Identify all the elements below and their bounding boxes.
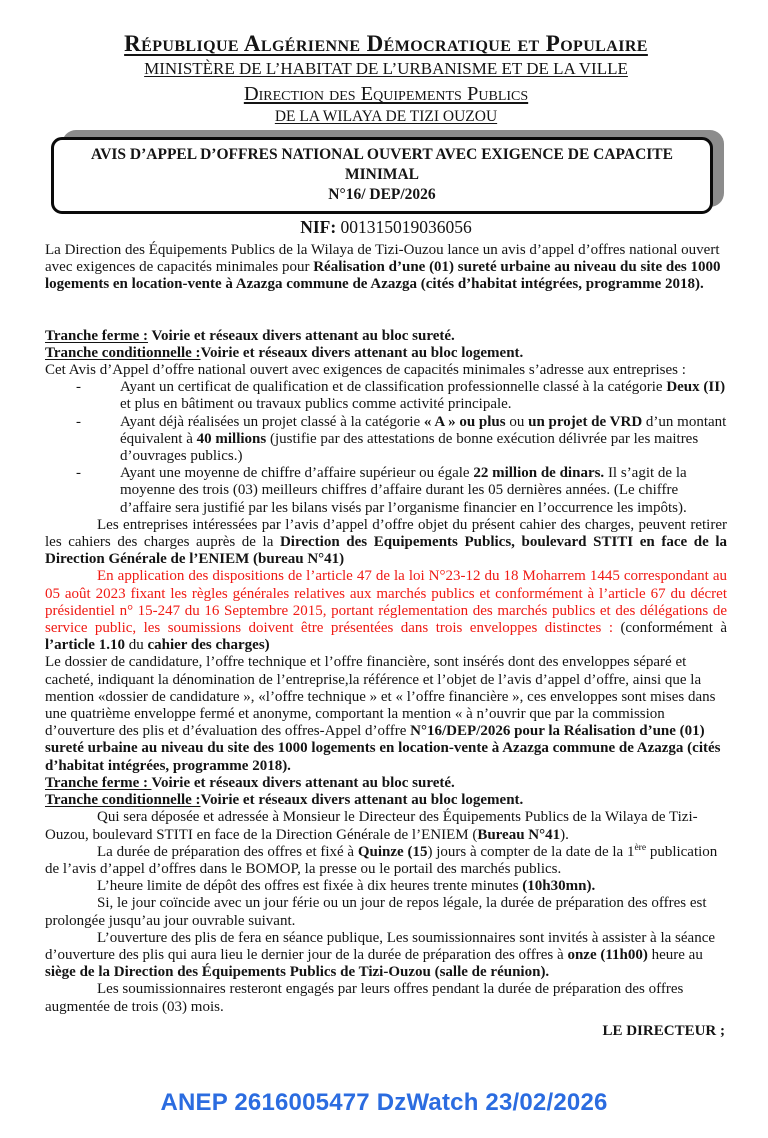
adresse-entreprises [45, 362, 727, 379]
bullet-marker: - [76, 465, 81, 482]
text-run: et plus en bâtiment ou travaux publics comme activité principale. [120, 396, 512, 413]
text-run: Direction des Equipements Publics, boulevard STITI en face de la Direction Générale de l’ENIEM (bureau N°41) [45, 534, 728, 568]
text-run: Qui sera déposée et adressée à Monsieur le Directeur des Équipements Publics de la Wilaya de Tizi-Ouzou, boulevard STITI en face de la Direction Générale de l’ENIEM ( [45, 809, 698, 843]
text-run: Le dossier de candidature, l’offre technique et l’offre financière, sont insérés dont des enveloppes séparé et cacheté, indiquant la dénomination de l’entreprise,la référence et l’objet de l’avis d’appel d’offre, ainsi que la mention «dossier de candidature », «l’offre technique » et « l’offre financière », ces enveloppes sont mises dans une quatrième enveloppe fermé et anonyme, comportant la mention « à n’ouvrir que par la commission d’ouverture des plis et d’évaluation des offres-Appel d’offre [45, 654, 716, 740]
text-run: Tranche ferme : [45, 327, 149, 344]
duree-preparation [45, 844, 727, 878]
document-body [45, 242, 727, 1016]
document-header [45, 30, 727, 126]
text-run: onze (11h00) [567, 946, 648, 963]
header-direction-title: Direction des Equipements Publics [243, 83, 529, 105]
text-run: Il s’agit de la moyenne des trois (03) meilleurs chiffres d’affaire durant les 05 dernières années. (Le chiffre d’affaire sera justifié par les bilans visés par l’organisme financier en l’occurrence les impôts). [120, 465, 687, 516]
text-run: (conformément à [620, 620, 727, 637]
ouverture-plis [45, 930, 727, 982]
depot-adresse [45, 809, 727, 843]
text-run: Voirie et réseaux divers attenant au bloc logement. [200, 344, 524, 361]
text-run: Deux (II) [666, 379, 726, 396]
text-run: du [124, 637, 148, 654]
header-republic-title: République Algérienne Démocratique et Populaire [124, 31, 648, 56]
text-run: ère [634, 842, 647, 853]
text-run: 40 millions [196, 430, 267, 447]
text-run: Bureau N°41 [477, 826, 561, 843]
nif-value: 001315019036056 [340, 217, 472, 237]
anep-footer: ANEP 2616005477 DzWatch 23/02/2026 [160, 1089, 608, 1116]
text-run: La Direction des Équipements Publics de la Wilaya de Tizi-Ouzou lance un avis d’appel d’offres national ouvert avec exigences de capacités minimales pour [45, 242, 720, 276]
text-run: d’un montant équivalent à [120, 413, 727, 447]
text-run: (10h30mn). [522, 878, 596, 895]
text-run: Tranche ferme : [45, 774, 152, 791]
text-run: un projet de VRD [528, 413, 643, 430]
condition-projet [45, 414, 727, 466]
text-run: Voirie et réseaux divers attenant au bloc logement. [200, 792, 524, 809]
nif-line [45, 217, 727, 238]
text-run: 22 million de dinars. [473, 465, 605, 482]
text-run: Quinze (15 [357, 843, 428, 860]
text-run: ou [505, 413, 529, 430]
condition-chiffre-affaire [45, 465, 727, 517]
tranche-conditionnelle-1 [45, 345, 727, 362]
text-run: N°16/DEP/2026 pour la Réalisation d’une (01) sureté urbaine au niveau du site des 1000 logements en location-vente à Azazga commune de Azazga (cités d’habitat intégrées, programme 2018). [45, 723, 721, 774]
text-run: (justifie par des attestations de bonne exécution délivrée par les maitres d’ouvrages publics.) [120, 430, 699, 465]
text-run: ) jours à compter de la date de la 1 [427, 843, 635, 860]
text-run: Les entreprises intéressées par l’avis d’appel d’offre objet du présent cahier des charges, peuvent retirer les cahiers des charges auprès de la [45, 516, 727, 551]
intro-paragraph [45, 242, 727, 294]
text-run: l’article 1.10 [45, 637, 125, 654]
nif-label: NIF: [300, 217, 337, 237]
notice-title-box [51, 137, 713, 214]
jour-ferie [45, 895, 727, 929]
text-run: L’ouverture des plis de fera en séance publique, Les soumissionnaires sont invités à assister à la séance d’ouverture des plis qui aura lieu le dernier jour de la durée de préparation des offres à [45, 929, 716, 963]
text-run: Voirie et réseaux divers attenant au bloc sureté. [151, 774, 455, 791]
text-run: Cet Avis d’Appel d’offre national ouvert avec exigences de capacités minimales s’adresse aux entreprises : [45, 362, 686, 379]
header-wilaya-title: DE LA WILAYA DE TIZI OUZOU [274, 108, 498, 125]
text-run: L’heure limite de dépôt des offres est fixée à dix heures trente minutes [97, 878, 523, 895]
tranche-ferme-1 [45, 328, 727, 345]
text-run: Tranche conditionnelle : [45, 344, 201, 361]
heure-limite [45, 878, 727, 895]
text-run: siège de la Direction des Équipements Publics de Tizi-Ouzou (salle de réunion). [45, 964, 550, 981]
tranche-ferme-2 [45, 775, 727, 792]
text-run: Ayant un certificat de qualification et de classification professionnelle classé à la catégorie [120, 379, 667, 396]
text-run: « A » ou plus [423, 413, 506, 430]
header-ministry-title: MINISTÈRE DE L’HABITAT DE L’URBANISME ET DE LA VILLE [144, 59, 628, 78]
text-run: Si, le jour coïncide avec un jour férie ou un jour de repos légale, la durée de préparation des offres est prolongée jusqu’au jour ouvrable suivant. [45, 895, 707, 929]
bullet-marker: - [76, 379, 81, 396]
notice-title-box-wrapper [51, 137, 713, 214]
bullet-marker: - [76, 413, 81, 430]
text-run: Tranche conditionnelle : [45, 792, 201, 809]
tranche-conditionnelle-2 [45, 792, 727, 809]
text-run: Les soumissionnaires resteront engagés par leurs offres pendant la durée de préparation des offres augmentée de trois (03) mois. [45, 981, 684, 1015]
text-run: cahier des charges) [147, 637, 270, 654]
text-run: Ayant une moyenne de chiffre d’affaire supérieur ou égale [120, 465, 474, 482]
retrait-cahier-charges [45, 517, 727, 569]
text-run: La durée de préparation des offres et fixé à [97, 843, 358, 860]
text-run: ). [560, 826, 569, 843]
text-run: Ayant déjà réalisées un projet classé à la catégorie [120, 413, 424, 430]
text-run: heure au [647, 946, 703, 963]
text-run: Voirie et réseaux divers attenant au bloc sureté. [148, 327, 455, 344]
text-run: publication de l’avis d’appel d’offres dans le BOMOP, la presse ou le portail des marchés publics. [45, 843, 718, 877]
notice-title-line2: N°16/ DEP/2026 [328, 186, 436, 203]
notice-title-line1: AVIS D’APPEL D’OFFRES NATIONAL OUVERT AVEC EXIGENCE DE CAPACITE MINIMAL [91, 146, 673, 183]
engagement-offres [45, 981, 727, 1015]
signature-line: LE DIRECTEUR ; [602, 1022, 725, 1039]
application-loi [45, 568, 727, 654]
condition-qualification [45, 379, 727, 413]
text-run: En application des dispositions de l’article 47 de la loi N°23-12 du 18 Moharrem 1445 correspondant au 05 août 2023 fixant les règles générales relatives aux marchés publics et conformément à l’article 67 du décret présidentiel n° 15-247 du 16 Septembre 2015, portant réglementation des marchés publics et des délégations de service public, les soumissions doivent être présentées dans trois enveloppes distinctes : [45, 568, 727, 637]
dossier-candidature [45, 654, 727, 774]
text-run: Réalisation d’une (01) sureté urbaine au niveau du site des 1000 logements en location-vente à Azazga commune de Azazga (cités d’habitat intégrées, programme 2018). [45, 259, 721, 293]
